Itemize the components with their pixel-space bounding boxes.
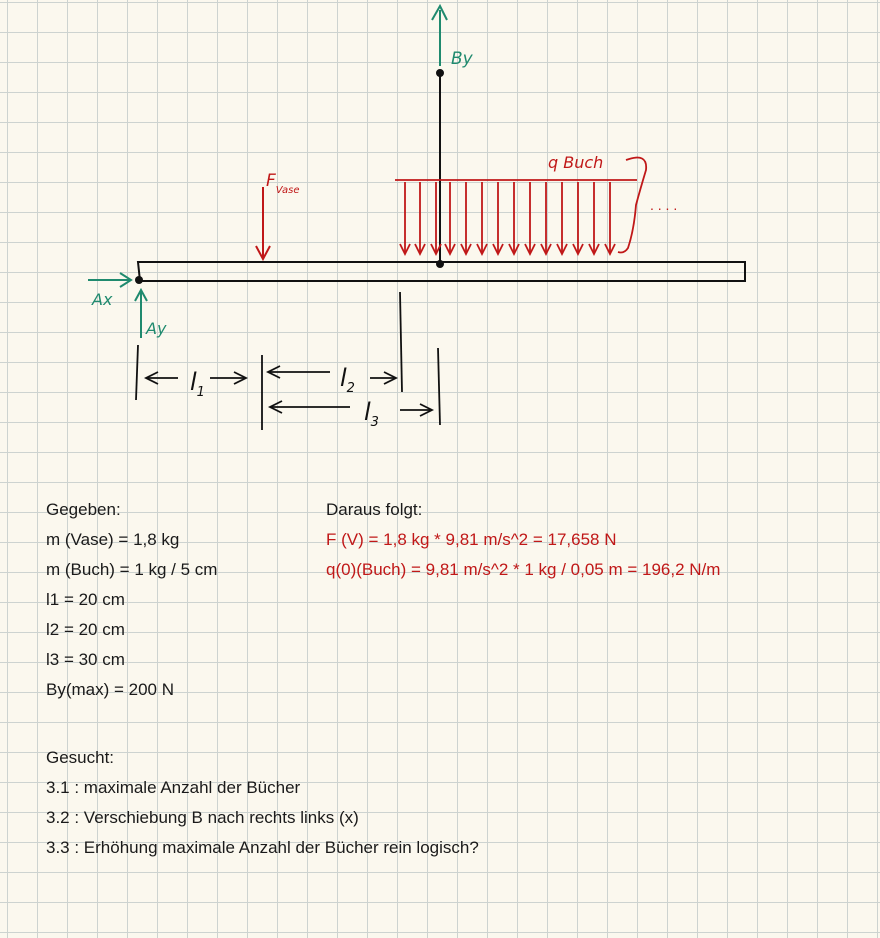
wanted-section: [46, 743, 479, 863]
f-vase-label: $F_{Vase}$: [266, 171, 300, 196]
result-section: [326, 495, 720, 585]
wanted-item-3-3: 3.3 : Erhöhung maximale Anzahl der Bücher rein logisch?: [46, 838, 479, 857]
dimension-marks: [136, 292, 440, 430]
ax-force-arrow: [88, 273, 131, 287]
support-post: [437, 70, 443, 267]
pin-support: [135, 276, 143, 284]
distributed-load: [395, 158, 646, 254]
given-title: Gegeben:: [46, 500, 121, 519]
wanted-title: Gesucht:: [46, 748, 115, 767]
load-arrows: [400, 182, 615, 254]
by-force-arrow: [432, 6, 447, 66]
result-item-book-load: q(0)(Buch) = 9,81 m/s^2 * 1 kg / 0,05 m = 196,2 N/m: [326, 560, 721, 579]
given-item-l2: l2 = 20 cm: [46, 620, 125, 639]
l2-label: $l_2$: [340, 364, 355, 396]
ay-label: Ay: [146, 319, 167, 338]
given-item-book-mass: m (Buch) = 1 kg / 5 cm: [46, 560, 218, 579]
wanted-item-3-1: 3.1 : maximale Anzahl der Bücher: [46, 778, 301, 797]
vase-force-arrow: [256, 187, 270, 259]
dimension-l2: [268, 366, 396, 384]
load-continuation-dots: . . . .: [650, 197, 678, 213]
given-item-l1: l1 = 20 cm: [46, 590, 125, 609]
l1-label: $l_1$: [190, 368, 205, 400]
given-section: [46, 495, 217, 705]
ax-label: Ax: [92, 290, 113, 309]
given-item-vase-mass: m (Vase) = 1,8 kg: [46, 530, 180, 549]
result-title: Daraus folgt:: [326, 500, 423, 519]
given-item-l3: l3 = 30 cm: [46, 650, 125, 669]
q-buch-label: q Buch: [548, 153, 604, 172]
result-item-vase-force: F (V) = 1,8 kg * 9,81 m/s^2 = 17,658 N: [326, 530, 617, 549]
wanted-item-3-2: 3.2 : Verschiebung B nach rechts links (x): [46, 808, 359, 827]
l3-label: $l_3$: [364, 398, 379, 430]
by-label: By: [451, 49, 473, 69]
dimension-l3: [270, 401, 432, 416]
given-item-by-max: By(max) = 200 N: [46, 680, 175, 699]
